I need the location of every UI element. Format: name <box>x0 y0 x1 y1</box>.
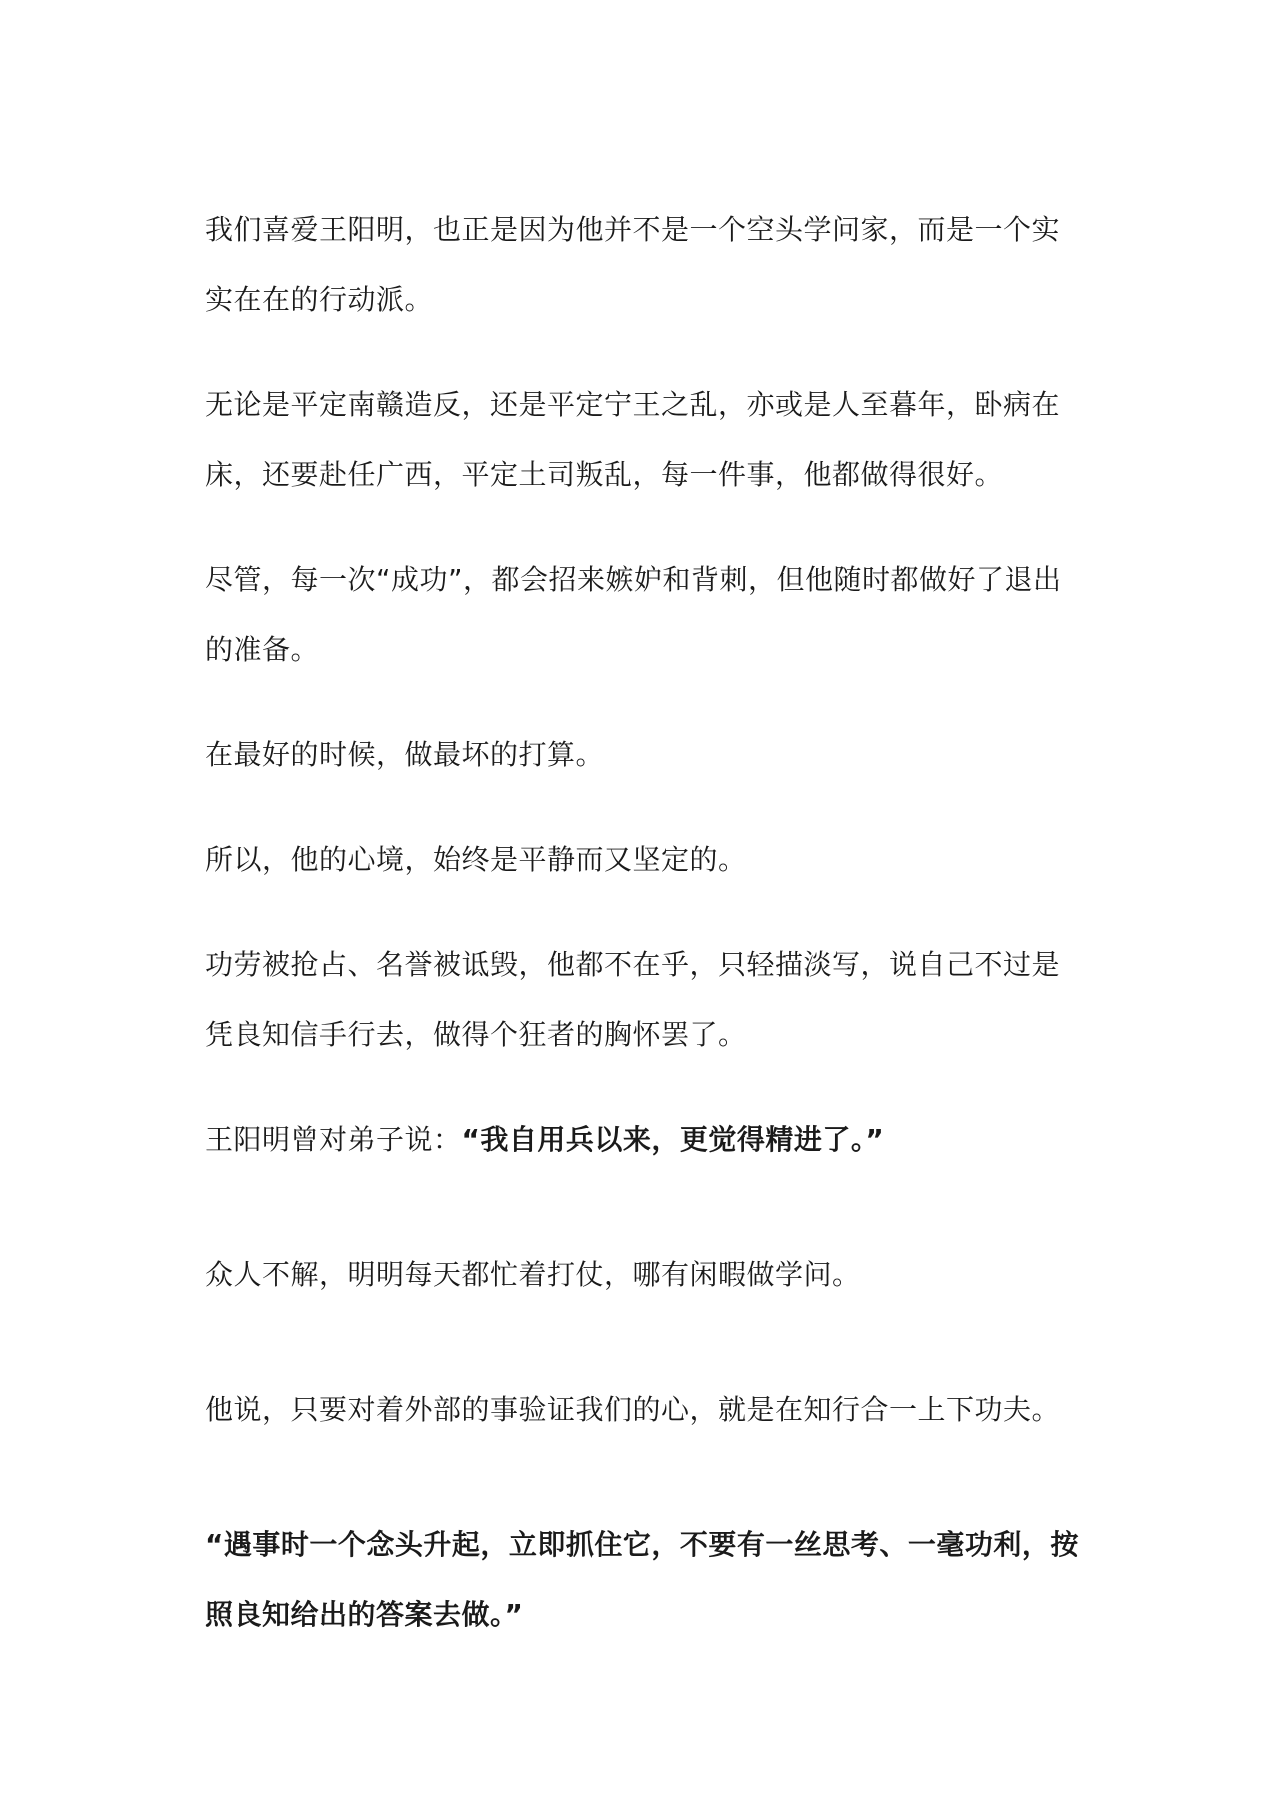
quote-prefix: 王阳明曾对弟子说： <box>205 1123 462 1156</box>
paragraph-bold-conclusion: “遇事时一个念头升起，立即抓住它，不要有一丝思考、一毫功利，按照良知给出的答案去做。” <box>205 1528 1079 1631</box>
paragraph-prepared-to-quit: 尽管，每一次“成功”，都会招来嫉妒和背刺，但他随时都做好了退出的准备。 <box>205 563 1062 666</box>
paragraph-worst-case: 在最好的时候，做最坏的打算。 <box>205 738 605 771</box>
paragraph-indifferent-to-fame: 功劳被抢占、名誉被诋毁，他都不在乎，只轻描淡写，说自己不过是凭良知信手行去，做得个狂者的胸怀罢了。 <box>205 948 1061 1051</box>
paragraph-quote-to-disciples <box>205 1105 1085 1175</box>
paragraph-calm-mind: 所以，他的心境，始终是平静而又坚定的。 <box>205 843 747 876</box>
paragraph-unity-of-knowing: 他说，只要对着外部的事验证我们的心，就是在知行合一上下功夫。 <box>205 1393 1061 1426</box>
paragraph-action-person: 我们喜爱王阳明，也正是因为他并不是一个空头学问家，而是一个实实在在的行动派。 <box>205 213 1061 316</box>
paragraph-achievements: 无论是平定南赣造反，还是平定宁王之乱，亦或是人至暮年，卧病在床，还要赴任广西，平定土司叛乱，每一件事，他都做得很好。 <box>205 388 1061 491</box>
paragraph-puzzled-crowd: 众人不解，明明每天都忙着打仗，哪有闲暇做学问。 <box>205 1258 861 1291</box>
quote-bold: “我自用兵以来，更觉得精进了。” <box>461 1123 885 1156</box>
